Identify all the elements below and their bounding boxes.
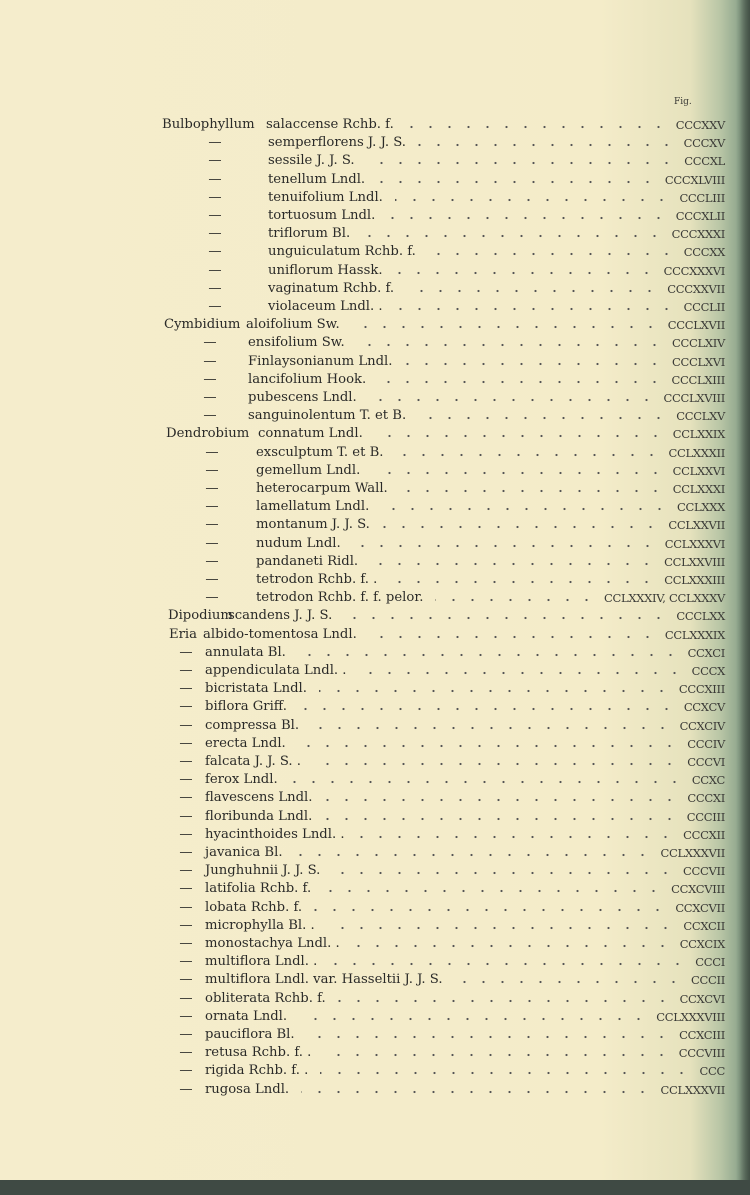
leader-dots <box>435 589 596 607</box>
index-entry <box>0 189 750 207</box>
leader-dots <box>329 953 687 971</box>
genus-repeat-dash: — <box>179 917 193 933</box>
genus-repeat-dash: — <box>179 826 193 842</box>
figure-number: CCCII <box>691 973 725 988</box>
species-name: connatum Lndl. <box>258 426 363 442</box>
leader-dots <box>324 808 679 826</box>
figure-number: CCCXLII <box>675 209 725 223</box>
index-entry <box>0 644 750 662</box>
index-entry <box>0 1062 750 1080</box>
figure-number: CCLXXXVIII <box>656 1009 725 1024</box>
genus-repeat-dash: — <box>208 189 222 205</box>
leader-dots <box>400 480 665 498</box>
index-entry <box>0 626 750 644</box>
species-name: Junghuhnii J. J. S. <box>205 863 321 879</box>
genus-repeat-dash: — <box>179 663 193 678</box>
index-entry <box>0 516 750 534</box>
figure-number: CCCXV <box>683 136 725 151</box>
species-name: salaccense Rchb. f. <box>266 117 394 132</box>
leader-dots <box>406 116 668 134</box>
genus-repeat-dash: — <box>179 1045 193 1061</box>
leader-dots <box>418 134 676 152</box>
species-name: compressa Bl. <box>205 717 300 733</box>
leader-dots <box>314 899 667 917</box>
genus-repeat-dash: — <box>179 1008 193 1024</box>
leader-dots <box>367 152 676 170</box>
figure-number: CCXCI <box>687 645 725 660</box>
genus-repeat-dash: — <box>208 299 222 314</box>
genus-repeat-dash: — <box>208 244 222 260</box>
index-entry <box>0 134 750 152</box>
species-name: floribunda Lndl. <box>205 808 313 824</box>
figure-number: CCLXXXII <box>668 445 725 460</box>
genus-repeat-dash: — <box>208 153 222 169</box>
genus-repeat-dash: — <box>179 1081 193 1097</box>
index-entry <box>0 498 750 516</box>
genus-repeat-dash: — <box>179 772 193 788</box>
figure-number: CCLXXXI <box>672 482 725 496</box>
genus-repeat-dash: — <box>179 717 193 733</box>
genus-repeat-dash: — <box>203 353 217 369</box>
species-name: flavescens Lndl. <box>205 790 313 806</box>
genus-name: Cymbidium <box>164 317 241 333</box>
index-entry <box>0 371 750 389</box>
figure-number: CCCLXVI <box>672 354 725 369</box>
index-entry <box>0 207 750 225</box>
index-entry <box>0 698 750 716</box>
genus-repeat-dash: — <box>205 481 219 496</box>
index-entry <box>0 462 750 480</box>
index-entry <box>0 407 750 425</box>
index-entry <box>0 662 750 680</box>
leader-dots <box>299 1008 648 1026</box>
index-entry <box>0 535 750 553</box>
genus-repeat-dash: — <box>179 699 193 715</box>
figure-number: CCCXXVII <box>667 281 725 296</box>
genus-repeat-dash: — <box>208 208 222 223</box>
index-entry <box>0 990 750 1008</box>
figure-number: CCLXXX <box>677 500 725 515</box>
genus-repeat-dash: — <box>179 735 193 751</box>
genus-repeat-dash: — <box>179 936 193 951</box>
species-name: Finlaysonianum Lndl. <box>248 353 393 369</box>
leader-dots <box>378 371 664 389</box>
figure-number: CCXCVII <box>675 900 725 915</box>
leader-dots <box>428 243 676 261</box>
species-name: rigida Rchb. f. . <box>205 1063 309 1079</box>
species-name: lamellatum Lndl. <box>256 499 370 515</box>
species-name: lancifolium Hook. <box>248 371 367 387</box>
species-name: biflora Griff. <box>205 699 287 715</box>
leader-dots <box>295 844 652 862</box>
figure-number: CCCLIII <box>679 190 725 205</box>
species-name: scandens J. J. S. <box>228 608 333 624</box>
genus-name: Eria <box>169 626 198 642</box>
genus-repeat-dash: — <box>179 954 193 970</box>
species-name: unguiculatum Rchb. f. <box>268 244 416 260</box>
index-entry <box>0 334 750 352</box>
leader-dots <box>299 698 676 716</box>
figure-number: CCXC <box>691 773 725 788</box>
genus-repeat-dash: — <box>179 881 193 897</box>
species-name: montanum J. J. S. <box>256 517 370 533</box>
figure-number: CCCXXXI <box>671 227 725 242</box>
species-name: latifolia Rchb. f. <box>205 881 312 897</box>
species-name: pauciflora Bl. <box>205 1027 295 1042</box>
species-name: albido-tomentosa Lndl. <box>203 626 357 642</box>
genus-repeat-dash: — <box>205 499 219 515</box>
figure-number: CCLXXXIX <box>664 627 725 642</box>
genus-name: Dendrobium <box>166 426 250 442</box>
figure-number: CCCXLVIII <box>664 172 725 187</box>
leader-dots <box>375 425 665 443</box>
genus-repeat-dash: — <box>203 408 217 424</box>
index-entry <box>0 389 750 407</box>
species-name: uniflorum Hassk. <box>268 262 383 278</box>
index-entry <box>0 152 750 170</box>
figure-number: CCCLXVII <box>667 318 725 333</box>
leader-dots <box>332 862 675 880</box>
leader-dots <box>313 753 679 771</box>
genus-repeat-dash: — <box>205 535 219 551</box>
figure-number: CCCLXIII <box>671 372 725 387</box>
species-name: vaginatum Rchb. f. <box>268 280 395 296</box>
figure-number: CCCLII <box>683 300 725 314</box>
leader-dots <box>372 462 665 480</box>
genus-repeat-dash: — <box>179 899 193 915</box>
index-entry <box>0 971 750 989</box>
genus-repeat-dash: — <box>179 863 193 879</box>
species-name: ornata Lndl. <box>205 1008 288 1024</box>
genus-repeat-dash: — <box>205 517 219 533</box>
genus-repeat-dash: — <box>205 572 219 587</box>
leader-dots <box>352 316 660 334</box>
index-entry <box>0 571 750 589</box>
index-entry <box>0 225 750 243</box>
species-name: tetrodon Rchb. f. . <box>256 572 378 587</box>
genus-repeat-dash: — <box>205 553 219 569</box>
index-entry <box>0 771 750 789</box>
leader-dots <box>455 971 683 989</box>
species-name: semperflorens J. J. S. <box>268 135 406 151</box>
genus-repeat-dash: — <box>179 681 193 697</box>
figure-number: CCCLXIV <box>672 336 725 351</box>
figure-number: CCCVI <box>687 755 725 769</box>
species-name: lobata Rchb. f. <box>205 899 303 915</box>
figure-number: CCCXXXVI <box>663 263 725 278</box>
figure-number: CCLXXXVII <box>660 1082 725 1097</box>
species-name: retusa Rchb. f. . <box>205 1045 312 1061</box>
leader-dots <box>357 826 675 844</box>
genus-repeat-dash: — <box>179 990 193 1006</box>
index-entry <box>0 826 750 844</box>
genus-repeat-dash: — <box>179 808 193 824</box>
species-name: aloifolium Sw. <box>246 317 340 333</box>
scan-bottom-edge <box>0 1180 750 1195</box>
figure-number: CCXCVI <box>679 991 725 1006</box>
leader-dots <box>307 1026 671 1044</box>
index-entry <box>0 316 750 334</box>
genus-repeat-dash: — <box>208 135 222 151</box>
figure-number: CCLXXIX <box>672 427 725 442</box>
leader-dots <box>357 334 664 352</box>
leader-dots <box>395 262 656 280</box>
genus-name: Bulbophyllum <box>162 117 255 132</box>
leader-dots <box>395 444 661 462</box>
leader-dots <box>404 353 664 371</box>
species-name: rugosa Lndl. <box>205 1081 290 1097</box>
leader-dots <box>377 171 657 189</box>
figure-number: CCCXII <box>683 827 725 842</box>
species-name: microphylla Bl. . <box>205 917 315 933</box>
leader-dots <box>362 225 664 243</box>
index-entry <box>0 753 750 771</box>
leader-dots <box>369 626 657 644</box>
leader-dots <box>418 407 668 425</box>
leader-dots <box>290 771 684 789</box>
species-name: tortuosum Lndl. <box>268 208 376 223</box>
leader-dots <box>381 498 669 516</box>
species-name: violaceum Lndl. . <box>268 299 383 314</box>
species-name: multiflora Lndl. . <box>205 954 318 970</box>
leader-dots <box>324 789 679 807</box>
species-name: erecta Lndl. <box>205 735 286 751</box>
species-name: tenellum Lndl. <box>268 171 366 187</box>
species-name: heterocarpum Wall. <box>256 481 388 496</box>
genus-repeat-dash: — <box>179 644 193 660</box>
genus-repeat-dash: — <box>179 754 193 769</box>
leader-dots <box>323 880 663 898</box>
species-name: multiflora Lndl. var. Hasseltii J. J. S. <box>205 972 443 988</box>
index-entry <box>0 444 750 462</box>
leader-dots <box>353 535 657 553</box>
index-entry <box>0 844 750 862</box>
index-entry <box>0 262 750 280</box>
fig-column-header: Fig. <box>674 97 692 107</box>
figure-number: CCCIV <box>687 736 725 751</box>
species-name: exsculptum T. et B. <box>256 444 384 460</box>
index-entry <box>0 935 750 953</box>
species-name: tenuifolium Lndl. <box>268 189 383 205</box>
figure-number: CCCXIII <box>678 682 725 697</box>
index-entry <box>0 735 750 753</box>
figure-number: CCCLXX <box>676 609 725 624</box>
genus-repeat-dash: — <box>205 462 219 478</box>
figure-number: CCCX <box>691 664 725 678</box>
genus-repeat-dash: — <box>208 280 222 296</box>
species-name: falcata J. J. S. . <box>205 754 301 769</box>
figure-number: CCLXXXIII <box>664 573 725 587</box>
index-entry <box>0 280 750 298</box>
genus-repeat-dash: — <box>179 845 193 860</box>
figure-number: CCLXXVI <box>672 463 725 478</box>
genus-repeat-dash: — <box>179 972 193 988</box>
index-entry <box>0 353 750 371</box>
leader-dots <box>301 1081 652 1099</box>
leader-dots <box>395 298 676 316</box>
index-entry <box>0 680 750 698</box>
figure-number: CCCI <box>695 955 725 970</box>
genus-name: Dipodium <box>168 608 233 624</box>
species-name: nudum Lndl. <box>256 535 341 551</box>
leader-dots <box>370 553 656 571</box>
index-entry <box>0 298 750 316</box>
figure-number: CCLXXXVII <box>660 846 725 860</box>
figure-number: CCLXXXVI <box>664 536 725 551</box>
species-name: triflorum Bl. <box>268 226 351 242</box>
genus-repeat-dash: — <box>203 390 217 405</box>
leader-dots <box>298 735 679 753</box>
leader-dots <box>382 516 660 534</box>
species-name: pubescens Lndl. <box>248 390 357 405</box>
index-entry <box>0 553 750 571</box>
species-name: ferox Lndl. <box>205 772 278 788</box>
index-entry <box>0 789 750 807</box>
index-entry <box>0 808 750 826</box>
leader-dots <box>359 662 684 680</box>
leader-dots <box>319 680 671 698</box>
species-name: obliterata Rchb. f. <box>205 990 326 1006</box>
species-name: pandaneti Ridl. <box>256 553 359 569</box>
genus-repeat-dash: — <box>203 371 217 387</box>
index-entry <box>0 116 750 134</box>
figure-number: CCXCIII <box>679 1028 725 1042</box>
figure-number: CCLXXXIV, CCLXXXV <box>604 591 725 606</box>
figure-number: CCCXX <box>683 245 725 260</box>
figure-number: CCXCIX <box>679 937 725 951</box>
index-entry <box>0 880 750 898</box>
leader-dots <box>387 207 668 225</box>
leader-dots <box>320 1062 691 1080</box>
index-entry <box>0 899 750 917</box>
figure-number: CCXCVIII <box>671 882 725 897</box>
genus-repeat-dash: — <box>208 262 222 278</box>
figure-number: CCCXXV <box>675 118 725 132</box>
species-name: gemellum Lndl. <box>256 462 361 478</box>
genus-repeat-dash: — <box>179 790 193 806</box>
figure-number: CCXCV <box>683 700 725 715</box>
species-name: hyacinthoides Lndl. . <box>205 826 345 842</box>
index-entry <box>0 607 750 625</box>
index-entry <box>0 953 750 971</box>
figure-number: CCCXL <box>684 154 725 169</box>
index-entry <box>0 1081 750 1099</box>
figure-number: CCCXI <box>687 791 725 806</box>
leader-dots <box>369 389 656 407</box>
figure-number: CCCLXV <box>676 409 725 424</box>
leader-dots <box>327 917 675 935</box>
species-name: sessile J. J. S. <box>268 153 355 169</box>
leader-dots <box>311 717 672 735</box>
index-entry <box>0 480 750 498</box>
genus-repeat-dash: — <box>179 1063 193 1079</box>
figure-number: CCLXXVIII <box>664 554 725 569</box>
species-name: appendiculata Lndl. . <box>205 663 347 678</box>
genus-repeat-dash: — <box>205 444 219 460</box>
leader-dots <box>389 571 656 589</box>
index-entry <box>0 243 750 261</box>
index-entry <box>0 425 750 443</box>
leader-dots <box>395 189 671 207</box>
index-entry <box>0 1008 750 1026</box>
figure-number: CCLXXVII <box>668 518 725 533</box>
figure-number: CCXCIV <box>679 718 725 733</box>
species-name: tetrodon Rchb. f. f. pelor. <box>256 590 424 606</box>
species-name: monostachya Lndl. . <box>205 936 340 951</box>
genus-repeat-dash: — <box>205 590 219 606</box>
species-name: ensifolium Sw. <box>248 335 345 351</box>
figure-number: CCCIII <box>686 809 725 824</box>
leader-dots <box>352 935 672 953</box>
leader-dots <box>298 644 680 662</box>
index-entry <box>0 862 750 880</box>
leader-dots <box>338 990 672 1008</box>
figure-number: CCCLXVIII <box>663 391 725 405</box>
leader-dots <box>344 607 668 625</box>
species-name: bicristata Lndl. <box>205 681 307 697</box>
figure-number: CCXCII <box>683 918 725 933</box>
species-name: annulata Bl. <box>205 644 286 660</box>
genus-repeat-dash: — <box>208 226 222 242</box>
index-entry <box>0 589 750 607</box>
genus-repeat-dash: — <box>208 171 222 187</box>
species-name: sanguinolentum T. et B. <box>248 408 407 424</box>
index-entry <box>0 1026 750 1044</box>
leader-dots <box>323 1044 671 1062</box>
species-name: javanica Bl. <box>205 845 283 860</box>
index-entry <box>0 717 750 735</box>
index-entry <box>0 1044 750 1062</box>
index-entry <box>0 171 750 189</box>
figure-number: CCCVIII <box>678 1046 725 1061</box>
genus-repeat-dash: — <box>179 1027 193 1042</box>
figure-number: CCCVII <box>683 864 725 879</box>
figure-number: CCC <box>699 1064 725 1079</box>
genus-repeat-dash: — <box>203 335 217 351</box>
leader-dots <box>406 280 659 298</box>
index-entry <box>0 917 750 935</box>
